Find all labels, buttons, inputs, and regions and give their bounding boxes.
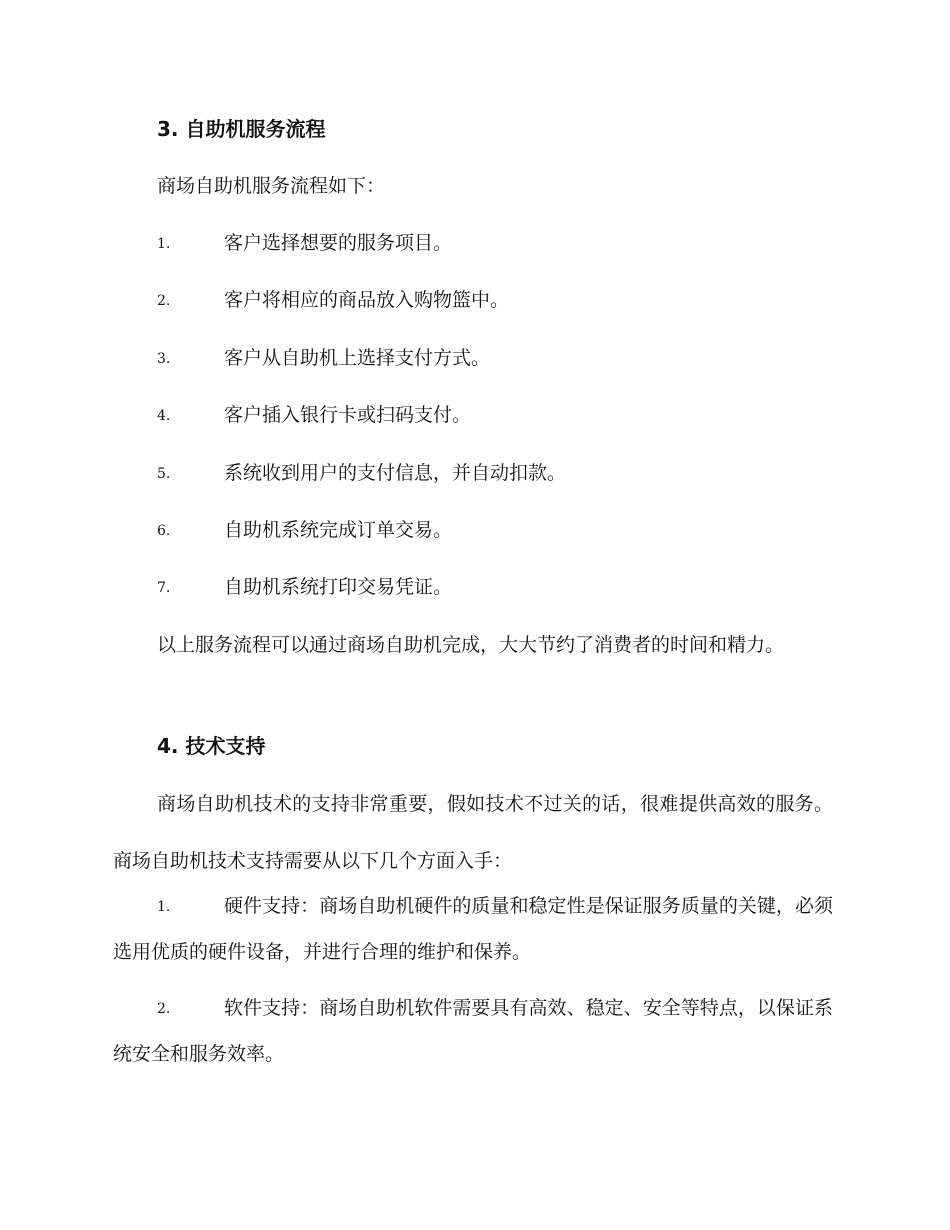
section-4-heading: 4. 技术支持 bbox=[157, 734, 266, 758]
list-item-text: 客户插入银行卡或扫码支付。 bbox=[224, 404, 472, 426]
list-item-text: 系统收到用户的支付信息，并自动扣款。 bbox=[224, 462, 567, 484]
list-item-number: 6. bbox=[157, 523, 171, 539]
section-3-heading: 3. 自助机服务流程 bbox=[157, 117, 326, 141]
list-item-number: 1. bbox=[157, 899, 171, 915]
list-item-text: 硬件支持：商场自助机硬件的质量和稳定性是保证服务质量的关键，必须选用优质的硬件设备，并进行合理的维护和保养。 bbox=[113, 895, 833, 963]
section-4-intro: 商场自助机技术的支持非常重要，假如技术不过关的话，很难提供高效的服务。商场自助机技术支持需要从以下几个方面入手： bbox=[113, 793, 833, 872]
list-item-number: 3. bbox=[157, 351, 171, 367]
list-item-number: 2. bbox=[157, 293, 171, 309]
list-item bbox=[113, 884, 833, 975]
list-item-number: 4. bbox=[157, 408, 171, 424]
list-item-number: 1. bbox=[157, 236, 171, 252]
list-item-number: 7. bbox=[157, 580, 171, 596]
section-3-conclusion: 以上服务流程可以通过商场自助机完成，大大节约了消费者的时间和精力。 bbox=[157, 634, 785, 656]
list-item bbox=[113, 986, 833, 1077]
list-item-text: 软件支持：商场自助机软件需要具有高效、稳定、安全等特点，以保证系统安全和服务效率。 bbox=[113, 997, 833, 1065]
list-item-text: 自助机系统打印交易凭证。 bbox=[224, 576, 453, 598]
section-3-intro: 商场自助机服务流程如下： bbox=[157, 175, 386, 197]
list-item-number: 2. bbox=[157, 1001, 171, 1017]
list-item-text: 客户从自助机上选择支付方式。 bbox=[224, 347, 491, 369]
list-item-text: 客户选择想要的服务项目。 bbox=[224, 232, 453, 254]
list-item-text: 自助机系统完成订单交易。 bbox=[224, 519, 453, 541]
list-item-number: 5. bbox=[157, 466, 171, 482]
list-item-text: 客户将相应的商品放入购物篮中。 bbox=[224, 289, 510, 311]
